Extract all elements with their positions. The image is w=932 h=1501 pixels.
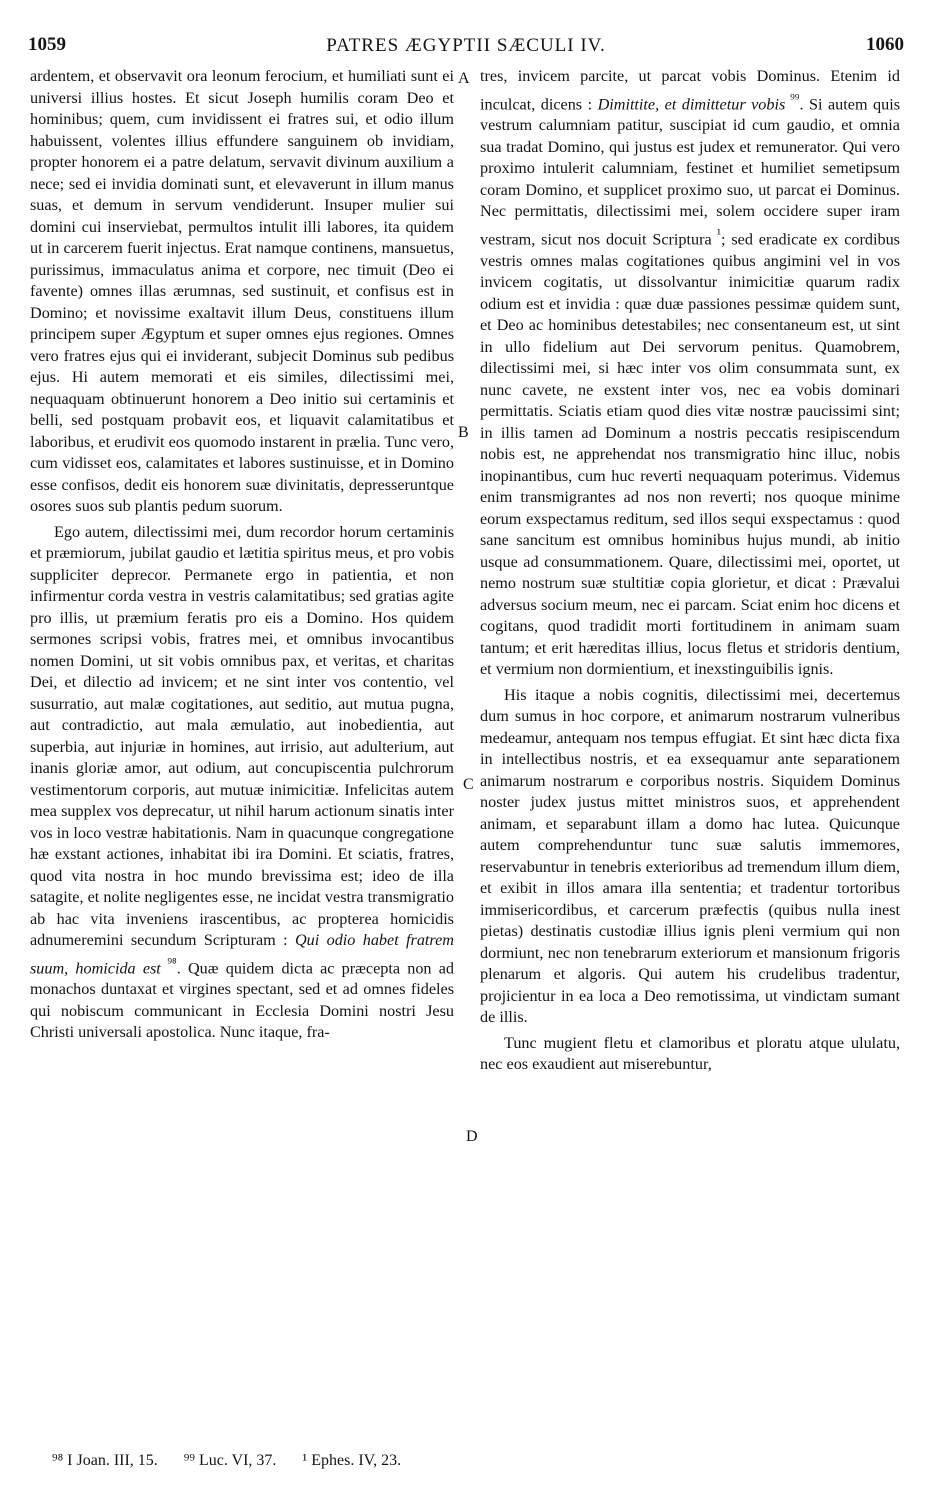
footnote-98: ⁹⁸ I Joan. III, 15.: [52, 1452, 158, 1469]
right-page-number: 1060: [866, 34, 904, 55]
margin-letter-c: C: [463, 776, 474, 793]
margin-letter-b: B: [458, 424, 469, 441]
scripture-quote-2: Dimittite, et dimittetur vobis: [597, 94, 786, 113]
right-paragraph-1: [480, 66, 900, 681]
running-title: PATRES ÆGYPTII SÆCULI IV.: [326, 35, 606, 56]
right-paragraph-1-c: ; sed eradicate ex cordibus vestris omnes malas cogitationes quibus angimini vel in vos invicem cogitatis, ut dissolvantur inimicitiæ quarum radix odium est et invidia : quæ duæ passiones pessimæ quidem sunt, et Deo ac hominibus detestabiles; nec consentaneum est, ut sint in ullo fidelium aut Dei servorum penitus. Quamobrem, dilectissimi mei, si hæc inter vos olim consummata sunt, ex nunc cavete, ne exstent inter vos, nec ea vobis dominari permittatis. Sciatis etiam quod dies vitæ nostræ paucissimi sint; in illis tamen ad Dominum a nostris peccatis resipiscendum nobis est, ne apprehendat nos transmigratio hinc illuc, nobis inopinantibus, cum huc reverti nequaquam poterimus. Videmus enim transmigrantes ad nos non reverti; nos quoque minime eorum exspectamus reditum, sed illos sequi exspectamus : quod sane sancitum est omnibus hominibus hujus mundi, ab initio usque ad consummationem. Quare, dilectissimi mei, oportet, ut nemo nostrum suæ stultitiæ copia glorietur, et dicat : Prævalui adversus socium meum, nec ei parcam. Sciat enim hoc dicens et cogitans, quod tradidit morti fortitudinem in animam suam tantum; et erit hæreditas illius, locus fletus et stridoris dentium, et vermium non dormientium, et inexstinguibilis ignis.: [480, 230, 900, 679]
scripture-quote-1: Qui odio habet fratrem suum, homicida est: [30, 931, 454, 977]
left-column: [30, 66, 454, 1044]
footnote-ref-99: ⁹⁹: [785, 90, 800, 106]
footnote-1: ¹ Ephes. IV, 23.: [302, 1452, 402, 1469]
footnote-ref-1: ¹: [711, 225, 721, 241]
right-paragraph-3: Tunc mugient fletu et clamoribus et ploratu atque ululatu, nec eos exaudient aut miserebuntur,: [480, 1033, 900, 1074]
right-column: [480, 66, 900, 1076]
margin-letter-a: A: [458, 70, 470, 87]
left-paragraph-2-end: . Quæ quidem dicta ac præcepta non ad monachos duntaxat et virgines spectant, sed et ad omnes fideles qui nobiscum communicant in Ecclesia Domini nostri Jesu Christi universali apostolica. Nunc itaque, fra-: [30, 958, 454, 1042]
left-paragraph-2-main: Ego autem, dilectissimi mei, dum recordor horum certaminis et præmiorum, jubilat gaudio et lætitia spiritus meus, et pro vobis suppliciter deprecor. Permanete ergo in patientia, et non infirmentur corda vestra in vestris calamitatibus; sed gratias agite pro illis, ut præmium feratis pro eis a Domino. Hos quidem sermones scripsi vobis, fratres mei, et omnibus invocantibus nomen Domini, ut sit vobis omnibus pax, et veritas, et charitas Dei, et dilectio ad invicem; et ne sint inter vos contentio, vel susurratio, aut malæ cogitationes, aut seditio, aut mutua pugna, aut contradictio, aut mala æmulatio, aut inobedientia, aut superbia, aut injuriæ in homines, aut irrisio, aut adulterium, aut inanis gloriæ amor, aut odium, aut concupiscentia pulchrorum vestimentorum corporis, aut mutuæ inimicitiæ. Infelicitas autem mea supplex vos deprecatur, ut nihil harum actionum sinatis inter vos in loco vestræ habitationis. Nam in quacunque congregatione hæ exstant actiones, inhabitat ibi ira Domini. Et sciatis, fratres, quod vita nostra in hoc mundo brevissima est; ideo de illa satagite, et nolite negligentes esse, ne incidat vestra transmigratio ab hac vita inveniens irascentibus, ac propterea homicidis adnumeremini secundum Scripturam :: [30, 522, 454, 949]
footnotes: [52, 1452, 423, 1470]
footnote-ref-98: ⁹⁸: [160, 954, 177, 970]
left-paragraph-2: [30, 522, 454, 1044]
right-paragraph-1-b: . Si autem quis vestrum calumniam patitur, suscipiat id cum gaudio, et omnia sua tradat Domino, qui justus est judex et remunerator. Qui vero proximo intulerit calumniam, festinet et humiliet semetipsum coram Domino, et supplicet proximo suo, ut parcat ei Dominus. Nec permittatis, dilectissimi mei, solem occidere super iram vestram, sicut nos docuit Scriptura: [480, 94, 900, 249]
page-header: [28, 34, 904, 60]
right-paragraph-1-a: tres, invicem parcite, ut parcat vobis Dominus. Etenim id inculcat, dicens :: [480, 67, 900, 113]
margin-letter-d: D: [466, 1128, 478, 1145]
right-paragraph-2: His itaque a nobis cognitis, dilectissimi mei, decertemus dum sumus in hoc corpore, et animarum nostrarum vulneribus medeamur, antequam nos tempus effugiat. Et sint hæc dicta fixa in intellectibus nostris, et ea exsequamur ante separationem animarum nostrarum e corporibus nostris. Siquidem Dominus noster judex justus mittet ministros suos, et apprehendent animam, et separabunt illam a domo hac lutea. Quicunque autem comprehenduntur tunc suæ salutis immemores, reservabuntur in tenebris exterioribus ad tremendum illum diem, et exibit in illos amara illa sententia; et tradentur tortoribus immisericordibus, et carcerum præfectis (quibus nulla inest pietas) destinatis custodiæ illius ignis pleni vermium qui non dormiunt, nec non tenebrarum exteriorum et mansionum frigoris plenarum et algoris. Qui autem his crudelibus tradentur, projicientur in ea loca a Deo remotissima, ut vindictam sumant de illis.: [480, 685, 900, 1027]
left-paragraph-1: ardentem, et observavit ora leonum ferocium, et humiliati sunt ei universi illius hostes. Et sicut Joseph humilis coram Deo et hominibus; quem, cum invidissent ei fratres sui, et odio illum habuissent, volentes illius effundere sanguinem ob invidiam, propter honorem ei a patre delatum, servavit divinum auxilium a nece; sed ei invidia dominati sunt, et elevaverunt in illum manus suas, et demum in servum vendiderunt. Insuper mulier sui domini cui inserviebat, permultos intulit illi labores, ita quidem ut in carcerem fuerit injectus. Erat namque continens, mansuetus, purissimus, immaculatus anima et corpore, nec timuit (Deo ei favente) omnes illas ærumnas, sed sustinuit, et confisus est in Domino; et novissime exaltavit illum Deus, constituens illum principem super Ægyptum et super omnes ejus regiones. Omnes vero fratres ejus qui ei inviderant, subjecit Dominus sub pedibus ejus. Hi autem memorati et eis similes, dilectissimi mei, nequaquam obtinuerunt honorem a Deo initio sui certaminis et belli, sed postquam probavit eos, et liquavit calamitatibus et laboribus, et erudivit eos quomodo instarent in prælia. Tunc vero, cum vidisset eos, calamitates et labores sustinuisse, et in Domino esse confisos, dedit eis honorem suæ divinitatis, depresseruntque osores suos sub plantis pedum suorum.: [30, 67, 454, 515]
footnote-99: ⁹⁹ Luc. VI, 37.: [183, 1452, 277, 1469]
left-page-number: 1059: [28, 34, 66, 55]
